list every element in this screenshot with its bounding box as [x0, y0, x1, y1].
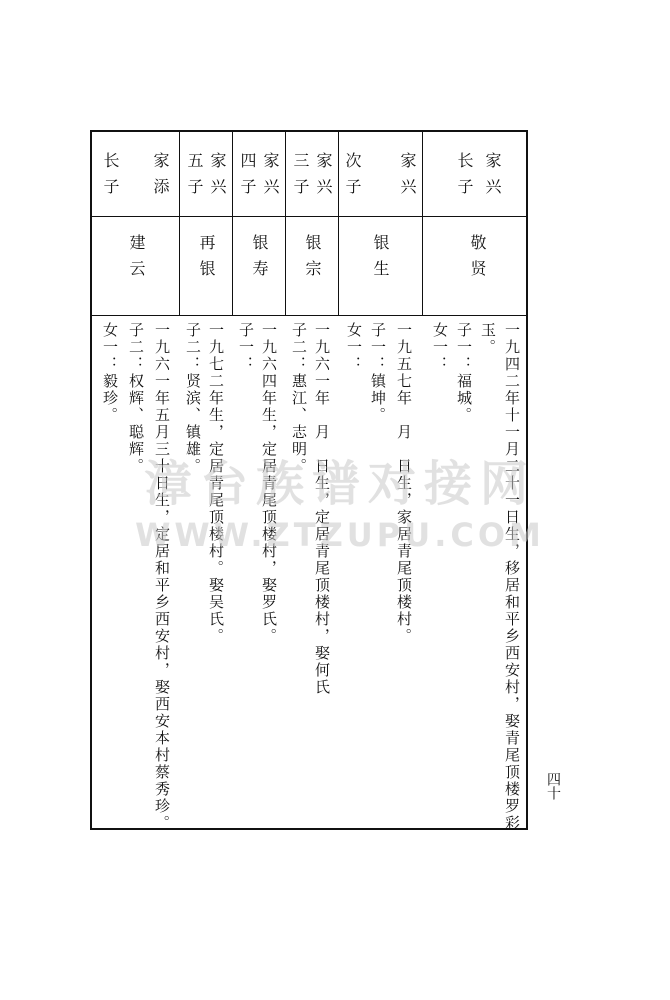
relation-label: 四子	[238, 152, 257, 204]
father-label: 家兴	[398, 152, 417, 204]
biography-line: 一九六一年五月三十日生，定居和平乡西安村，娶西安本村蔡秀珍。	[153, 322, 171, 832]
father-label: 家兴	[314, 152, 333, 204]
children-line: 女一：	[431, 322, 449, 373]
watermark-url: WWW.ZTZUPU.COM	[135, 516, 545, 554]
father-label: 家兴	[483, 152, 502, 204]
person-name: 银生	[371, 234, 390, 286]
children-line: 子一：镇坤。	[369, 322, 387, 424]
father-label: 家添	[151, 152, 170, 204]
biography-line: 一九五七年 月 日生，家居青尾顶楼村。	[395, 322, 413, 645]
father-label: 家兴	[208, 152, 227, 204]
children-line: 女一：	[345, 322, 363, 373]
children-line: 女一：毅珍。	[101, 322, 119, 424]
genealogy-table	[90, 130, 528, 830]
biography-line: 玉。	[479, 322, 497, 356]
column-divider	[232, 132, 233, 315]
children-line: 子一：福城。	[455, 322, 473, 424]
name-divider	[92, 315, 526, 316]
biography-line: 一九四二年十一月二十一日生，移居和平乡西安村，娶青尾顶楼罗彩	[503, 322, 521, 832]
column-divider	[422, 132, 423, 315]
biography-line: 一九七二年生，定居青尾顶楼村。娶吴氏。	[207, 322, 225, 645]
relation-label: 次子	[343, 152, 362, 204]
person-name: 再银	[197, 234, 216, 286]
column-divider	[338, 132, 339, 315]
page-number: 四十	[545, 772, 561, 800]
biography-line: 一九六一年 月 日生，定居青尾顶楼村，娶何氏	[313, 322, 331, 696]
relation-label: 长子	[455, 152, 474, 204]
header-divider	[92, 216, 526, 217]
relation-label: 长子	[101, 152, 120, 204]
children-line: 子二：贤滨、镇雄。	[184, 322, 202, 475]
column-divider	[285, 132, 286, 315]
biography-line: 一九六四年生，定居青尾顶楼村，娶罗氏。	[260, 322, 278, 645]
relation-label: 五子	[185, 152, 204, 204]
person-name: 银寿	[250, 234, 269, 286]
children-line: 子一：	[237, 322, 255, 373]
children-line: 子二：权辉、聪辉。	[127, 322, 145, 475]
relation-label: 三子	[291, 152, 310, 204]
person-name: 敬贤	[468, 234, 487, 286]
children-line: 子二：惠江、志明。	[290, 322, 308, 475]
column-divider	[179, 132, 180, 315]
father-label: 家兴	[261, 152, 280, 204]
watermark-chinese: 漳台族谱对接网	[143, 456, 536, 512]
person-name: 银宗	[303, 234, 322, 286]
person-name: 建云	[127, 234, 146, 286]
